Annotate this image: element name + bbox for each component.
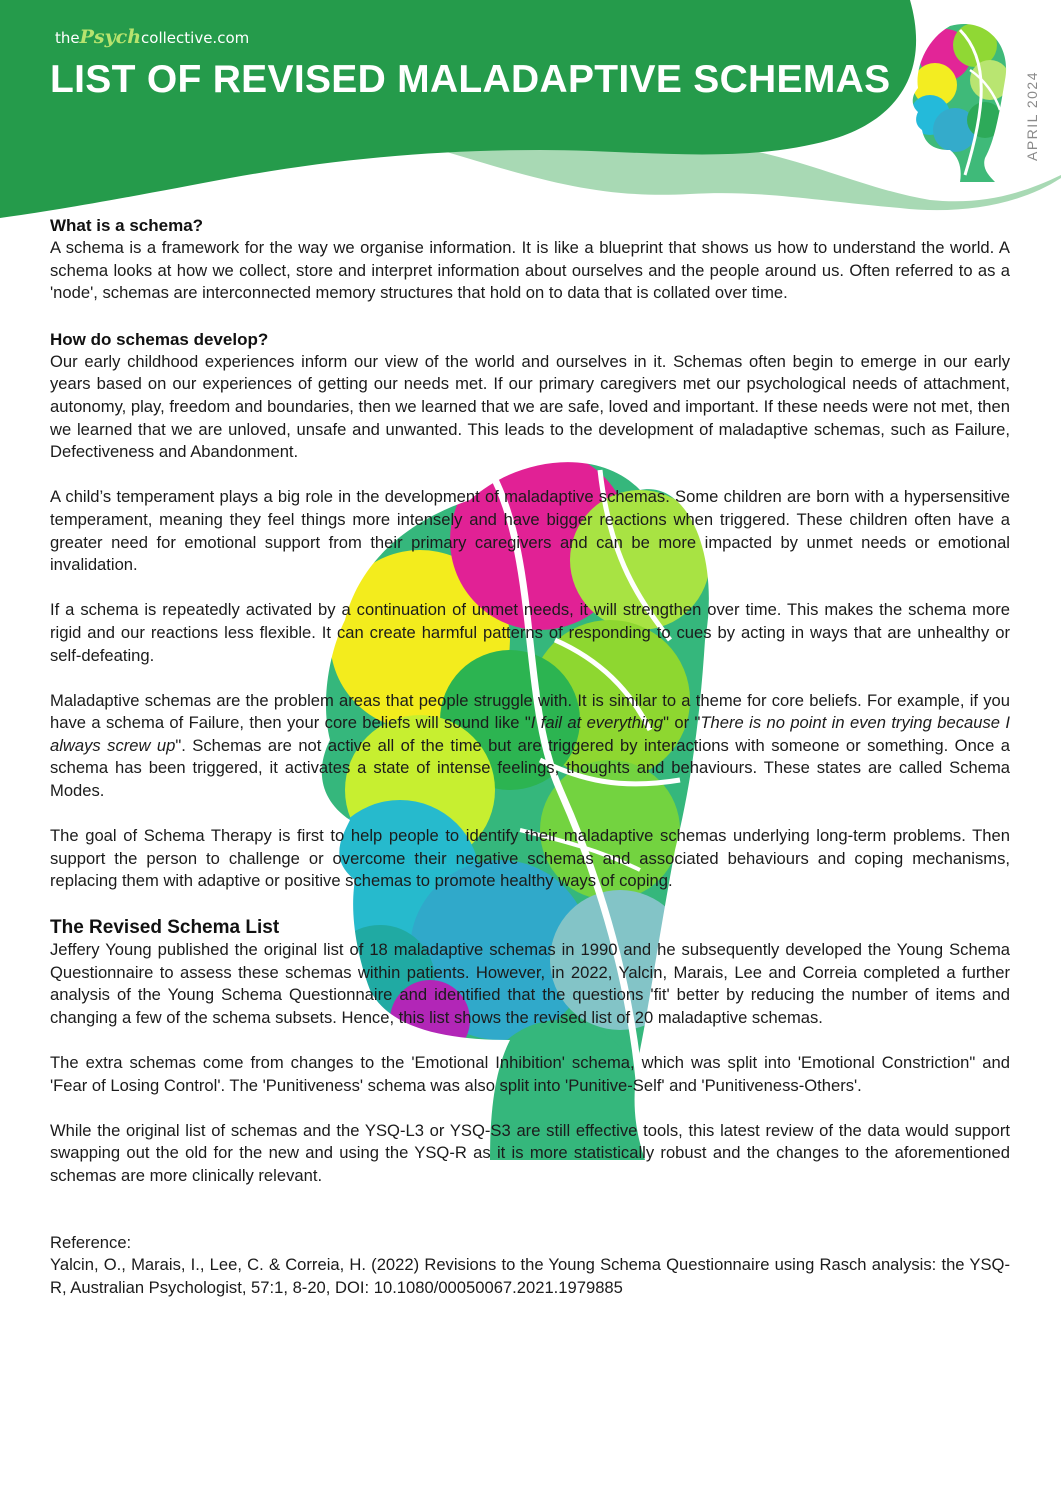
section-heading: What is a schema? [50,216,204,235]
brand-prefix: the [55,29,80,47]
paragraph: The extra schemas come from changes to the 'Emotional Inhibition' schema, which was split into 'Emotional Constriction" and 'Fear of Losing Control'. The 'Punitiveness' schema was also split into 'Punitive-Self' and 'Punitiveness-Others'. [50,1053,1010,1095]
paragraph: The goal of Schema Therapy is first to help people to identify their maladaptive schemas underlying long-term problems. Then support the person to challenge or overcome their negative schemas and associated behaviours and coping mechanisms, replacing them with adaptive or positive schemas to promote healthy ways of coping. [50,826,1010,891]
section-revised-list [50,916,1010,1188]
section-heading: The Revised Schema List [50,917,280,939]
head-logo-illustration [900,10,1030,190]
paragraph: A child’s temperament plays a big role in the development of maladaptive schemas. Some children are born with a hypersensitive temperament, meaning they feel things more intensely and have bigger reactions when triggered. These children often have a greater need for emotional support from their primary caregivers and can be more impacted by unmet needs or emotional invalidation. [50,487,1010,575]
quote-fail: I fail at everything [530,713,664,733]
paragraph: Jeffery Young published the original list of 18 maladaptive schemas in 1990 and he subsequently developed the Young Schema Questionnaire to assess these schemas within patients. However, in 2022, Yalcin, Marais, Lee and Correia completed a further analysis of the Young Schema Questionnaire and identified that the questions 'fit' better by reducing the number of items and changing a few of the schema subsets. Hence, this list shows the revised list of 20 maladaptive schemas. [50,940,1010,1027]
page-title: LIST OF REVISED MALADAPTIVE SCHEMAS [50,58,891,101]
paragraph-core-beliefs [50,690,1010,803]
paragraph: If a schema is repeatedly activated by a continuation of unmet needs, it will strengthen over time. This makes the schema more rigid and our reactions less flexible. It can create harmful patterns of responding to cues by acting in ways that are unhealthy or self-defeating. [50,600,1010,665]
text-run: Maladaptive schemas are the problem areas that people struggle with. It is similar to a theme for core beliefs. For example, if you have a schema of Failure, then your core beliefs will sound like " [50,690,1010,733]
paragraph: Our early childhood experiences inform our view of the world and ourselves in it. Schemas often begin to emerge in our early years based on our experiences of getting our needs met. If our primary caregivers met our psychological needs of attachment, autonomy, play, freedom and boundaries, then we learned that we are safe, loved and important. If these needs were not met, then we learned that we are unloved, unsafe and unwanted. This leads to the development of maladaptive schemas, such as Failure, Defectiveness and Abandonment. [50,351,1010,462]
reference-text: Yalcin, O., Marais, I., Lee, C. & Correia, H. (2022) Revisions to the Young Schema Questionnaire using Rasch analysis: the YSQ-R, Australian Psychologist, 57:1, 8-20, DOI: 10.1080/00050067.2021.1979885 [50,1255,1010,1297]
section-heading: How do schemas develop? [50,329,269,349]
brand-logo [55,26,249,48]
date-label: APRIL 2024 [1024,71,1040,161]
reference-label: Reference: [50,1232,132,1252]
text-run: ". Schemas are not active all of the time but are triggered by interactions with someone or something. Once a schema has been triggered, it activates a state of intense feelings, thoughts and behaviours. These states are called Schema Modes. [50,735,1010,801]
brand-suffix: collective.com [141,29,250,47]
quote-no-point: There is no point in even trying because I always screw up [50,713,1010,755]
paragraph: A schema is a framework for the way we organise information. It is like a blueprint that shows us how to understand the world. A schema looks at how we collect, store and interpret information about ourselves and the people around us. Often referred to as a 'node', schemas are interconnected memory structures that hold on to data that is collated over time. [50,238,1010,303]
section-what-is-schema [50,214,1010,305]
paragraph: While the original list of schemas and the YSQ-L3 or YSQ-S3 are still effective tools, this latest review of the data would support swapping out the old for the new and using the YSQ-R as it is more statistically robust and the changes to the aforementioned schemas are more clinically relevant. [50,1120,1010,1185]
text-run: " or " [663,713,701,733]
main-content [50,214,1010,1322]
section-how-develop [50,328,1010,893]
brand-name: Psych [79,26,142,48]
